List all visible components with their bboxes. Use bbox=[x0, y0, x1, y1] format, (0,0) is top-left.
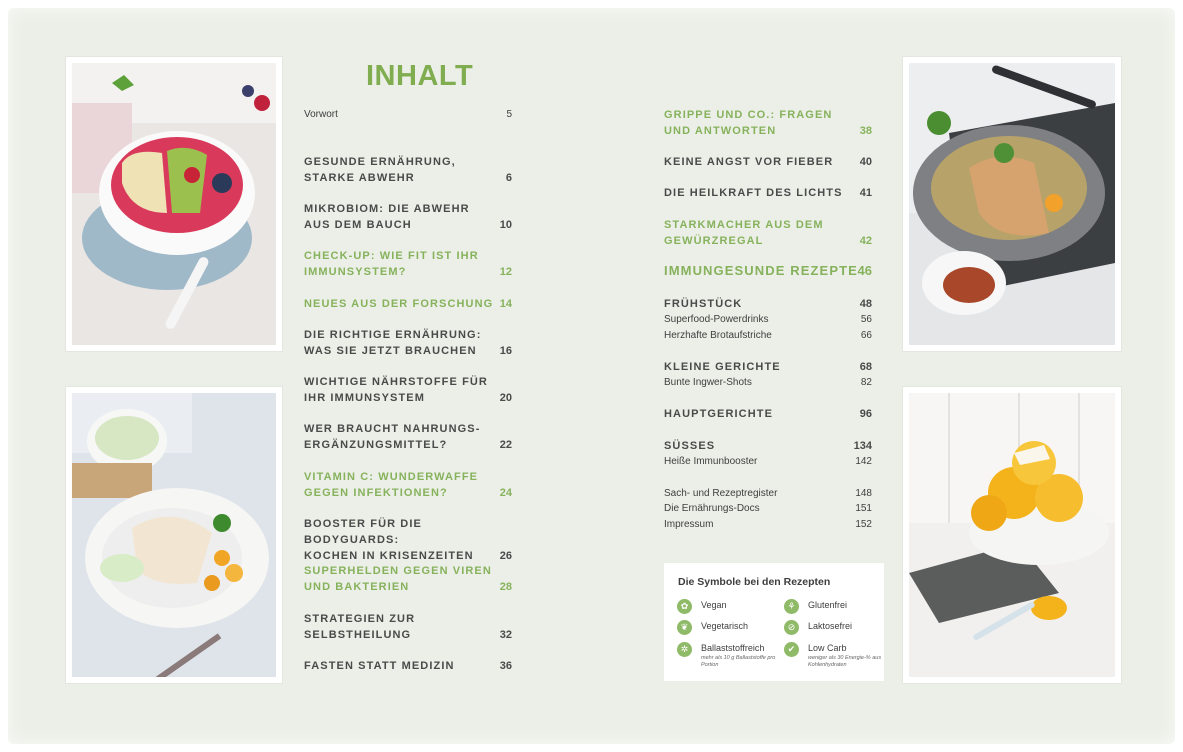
toc-subentry-impressum[interactable] bbox=[664, 517, 872, 533]
toc-subentry-ingwer-shots[interactable] bbox=[664, 375, 872, 391]
leaf-outline-icon: ❦ bbox=[677, 620, 692, 635]
toc-entry-title-line1: KLEINE GERICHTE bbox=[664, 361, 781, 373]
toc-entry-page: 41 bbox=[859, 187, 872, 199]
toc-subentry-page: 82 bbox=[860, 377, 872, 388]
toc-subentry-page: 152 bbox=[855, 519, 872, 530]
toc-subentry-page: 148 bbox=[855, 488, 872, 499]
toc-entry-hauptgerichte[interactable] bbox=[664, 406, 872, 422]
toc-entry-title-line2: STARKE ABWEHR bbox=[304, 172, 415, 184]
toc-entry-vorwort[interactable] bbox=[304, 107, 512, 123]
toc-subentry-title: Heiße Immunbooster bbox=[664, 456, 758, 467]
toc-entry-title-line1: VITAMIN C: WUNDERWAFFE bbox=[304, 471, 479, 483]
milk-icon: ⊘ bbox=[784, 620, 799, 635]
toc-entry-page: 5 bbox=[506, 109, 512, 120]
grain-icon: ✲ bbox=[677, 642, 692, 657]
toc-entry-page: 40 bbox=[859, 156, 872, 168]
toc-entry-title-line1: WER BRAUCHT NAHRUNGS- bbox=[304, 423, 481, 435]
legend-label: Low Carb bbox=[808, 643, 847, 653]
toc-entry-page: 134 bbox=[853, 440, 872, 452]
toc-subentry-title: Superfood-Powerdrinks bbox=[664, 314, 769, 325]
toc-entry-page: 6 bbox=[505, 172, 512, 184]
legend-note: mehr als 10 g Ballaststoffe pro Portion bbox=[701, 655, 776, 668]
toc-entry-suesses[interactable] bbox=[664, 438, 872, 454]
toc-entry-title-line1: NEUES AUS DER FORSCHUNG bbox=[304, 298, 494, 310]
toc-entry-title-line2: GEWÜRZREGAL bbox=[664, 235, 764, 247]
legend-label: Vegan bbox=[701, 600, 727, 610]
toc-entry-title-line1: DIE HEILKRAFT DES LICHTS bbox=[664, 187, 843, 199]
toc-entry-title-line1: SÜSSES bbox=[664, 440, 716, 452]
photo-smoothie-bowl bbox=[66, 57, 282, 351]
toc-entry-title-line1: GRIPPE UND CO.: FRAGEN bbox=[664, 109, 833, 121]
toc-entry-title-line2: AUS DEM BAUCH bbox=[304, 219, 412, 231]
toc-entry-title-line1: MIKROBIOM: DIE ABWEHR bbox=[304, 203, 470, 215]
toc-entry-title-line2: IMMUNSYSTEM? bbox=[304, 266, 407, 278]
toc-subentry-title: Impressum bbox=[664, 519, 714, 530]
toc-subentry-superfood[interactable] bbox=[664, 312, 872, 328]
toc-subentry-brotaufstriche[interactable] bbox=[664, 328, 872, 344]
toc-entry-title-line2: IHR IMMUNSYSTEM bbox=[304, 392, 425, 404]
toc-entry-title-line1: HAUPTGERICHTE bbox=[664, 408, 774, 420]
toc-entry-title-line1: CHECK-UP: WIE FIT IST IHR bbox=[304, 250, 479, 262]
toc-entry-selbstheilung[interactable] bbox=[304, 611, 512, 643]
toc-entry-title-line2: SELBSTHEILUNG bbox=[304, 629, 412, 641]
symbol-legend bbox=[664, 563, 884, 681]
toc-entry-naehrstoffe[interactable] bbox=[304, 374, 512, 406]
toc-entry-forschung[interactable] bbox=[304, 296, 512, 312]
toc-entry-gesunde-ernaehrung[interactable] bbox=[304, 154, 512, 186]
toc-entry-title-line1: FASTEN STATT MEDIZIN bbox=[304, 660, 455, 672]
toc-entry-page: 12 bbox=[499, 266, 512, 278]
toc-entry-page: 32 bbox=[499, 629, 512, 641]
toc-entry-title-line1: KEINE ANGST VOR FIEBER bbox=[664, 156, 834, 168]
low-carb-icon: ✔ bbox=[784, 642, 799, 657]
toc-subentry-title: Herzhafte Brotaufstriche bbox=[664, 330, 772, 341]
toc-entry-page: 48 bbox=[859, 298, 872, 310]
legend-label: Laktosefrei bbox=[808, 621, 853, 631]
toc-entry-richtige-ernaehrung[interactable] bbox=[304, 327, 512, 359]
toc-entry-licht[interactable] bbox=[664, 185, 872, 201]
toc-subentry-immunbooster[interactable] bbox=[664, 454, 872, 470]
photo-mango-dessert bbox=[903, 387, 1121, 683]
toc-subentry-page: 142 bbox=[855, 456, 872, 467]
toc-entry-title: Vorwort bbox=[304, 109, 338, 120]
toc-subentry-title: Sach- und Rezeptregister bbox=[664, 488, 778, 499]
toc-entry-title-line1: IMMUNGESUNDE REZEPTE bbox=[664, 263, 858, 278]
toc-entry-page: 24 bbox=[499, 487, 512, 499]
toc-entry-title-line2: ERGÄNZUNGSMITTEL? bbox=[304, 439, 448, 451]
toc-entry-page: 42 bbox=[859, 235, 872, 247]
leaf-icon: ✿ bbox=[677, 599, 692, 614]
toc-entry-booster[interactable] bbox=[304, 516, 512, 564]
legend-label: Ballaststoffreich bbox=[701, 643, 765, 653]
legend-title: Die Symbole bei den Rezepten bbox=[678, 576, 831, 588]
toc-entry-title-line1: STRATEGIEN ZUR bbox=[304, 613, 416, 625]
toc-entry-page: 28 bbox=[499, 581, 512, 593]
toc-entry-fieber[interactable] bbox=[664, 154, 872, 170]
toc-entry-vitamin-c[interactable] bbox=[304, 469, 512, 501]
page-title: INHALT bbox=[366, 60, 474, 92]
toc-entry-page: 10 bbox=[499, 219, 512, 231]
toc-entry-page: 22 bbox=[499, 439, 512, 451]
toc-subentry-title: Bunte Ingwer-Shots bbox=[664, 377, 752, 388]
toc-entry-grippe[interactable] bbox=[664, 107, 872, 139]
toc-entry-title-line1: GESUNDE ERNÄHRUNG, bbox=[304, 156, 456, 168]
toc-entry-title-line1: SUPERHELDEN GEGEN VIREN bbox=[304, 565, 492, 577]
toc-entry-title-line1: BOOSTER FÜR DIE BODYGUARDS: bbox=[304, 518, 422, 546]
toc-entry-kleine-gerichte[interactable] bbox=[664, 359, 872, 375]
toc-entry-title-line2: KOCHEN IN KRISENZEITEN bbox=[304, 550, 474, 562]
toc-entry-page: 16 bbox=[499, 345, 512, 357]
toc-subentry-docs[interactable] bbox=[664, 501, 872, 517]
toc-entry-mikrobiom[interactable] bbox=[304, 201, 512, 233]
toc-entry-page: 46 bbox=[857, 263, 872, 278]
toc-entry-page: 26 bbox=[499, 550, 512, 562]
toc-entry-nahrungsergaenzung[interactable] bbox=[304, 421, 512, 453]
toc-subentry-page: 151 bbox=[855, 503, 872, 514]
toc-entry-fasten[interactable] bbox=[304, 658, 512, 674]
toc-entry-page: 14 bbox=[499, 298, 512, 310]
toc-entry-page: 36 bbox=[499, 660, 512, 672]
toc-entry-title-line2: UND ANTWORTEN bbox=[664, 125, 777, 137]
toc-entry-title-line1: DIE RICHTIGE ERNÄHRUNG: bbox=[304, 329, 482, 341]
toc-entry-title-line1: STARKMACHER AUS DEM bbox=[664, 219, 824, 231]
toc-subentry-page: 56 bbox=[860, 314, 872, 325]
legend-note: weniger als 30 Energie-% aus Kohlenhydraten bbox=[808, 655, 882, 668]
toc-subentry-page: 66 bbox=[860, 330, 872, 341]
toc-entry-title-line2: UND BAKTERIEN bbox=[304, 581, 410, 593]
toc-subentry-register[interactable] bbox=[664, 486, 872, 502]
legend-label: Vegetarisch bbox=[701, 621, 749, 631]
toc-entry-page: 68 bbox=[859, 361, 872, 373]
toc-section-rezepte[interactable] bbox=[664, 263, 872, 279]
toc-entry-title-line1: FRÜHSTÜCK bbox=[664, 298, 743, 310]
toc-subentry-title: Die Ernährungs-Docs bbox=[664, 503, 760, 514]
toc-entry-page: 96 bbox=[859, 408, 872, 420]
wheat-icon: ⚘ bbox=[784, 599, 799, 614]
toc-entry-title-line2: GEGEN INFEKTIONEN? bbox=[304, 487, 448, 499]
toc-entry-fruehstueck[interactable] bbox=[664, 296, 872, 312]
legend-label: Glutenfrei bbox=[808, 600, 848, 610]
photo-chicken-salad bbox=[903, 57, 1121, 351]
toc-entry-title-line2: WAS SIE JETZT BRAUCHEN bbox=[304, 345, 477, 357]
toc-entry-page: 20 bbox=[499, 392, 512, 404]
toc-entry-superhelden[interactable] bbox=[304, 563, 512, 595]
toc-entry-title-line1: WICHTIGE NÄHRSTOFFE FÜR bbox=[304, 376, 488, 388]
toc-entry-check-up[interactable] bbox=[304, 248, 512, 280]
toc-entry-page: 38 bbox=[859, 125, 872, 137]
toc-entry-gewuerzregal[interactable] bbox=[664, 217, 872, 249]
photo-fish-dish bbox=[66, 387, 282, 683]
